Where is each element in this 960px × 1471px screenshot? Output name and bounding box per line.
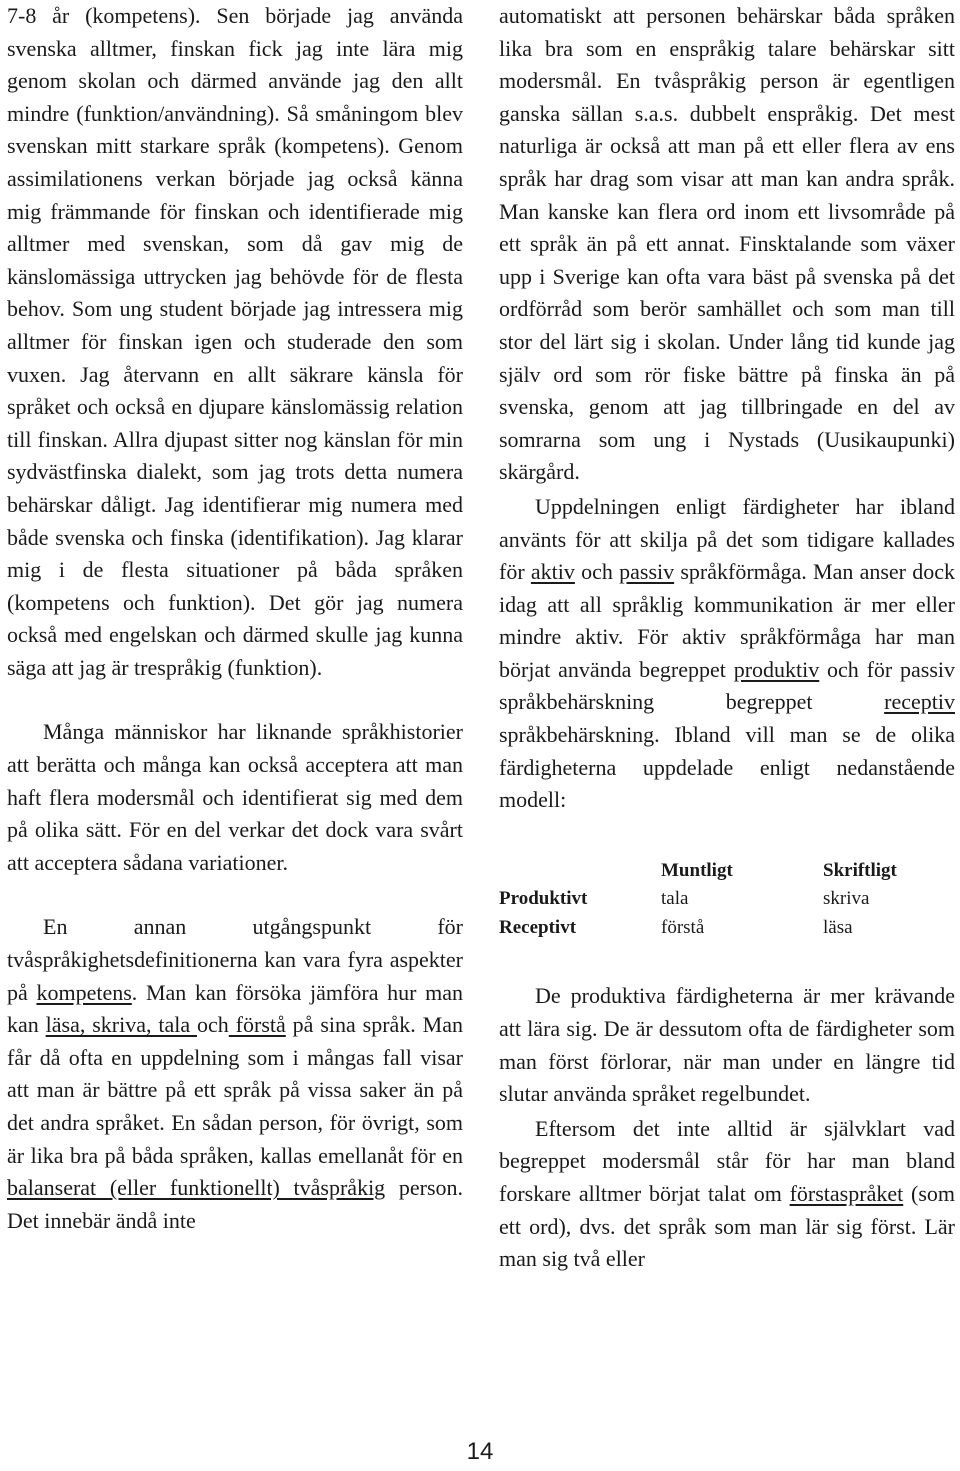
table-cell: förstå	[661, 916, 705, 938]
text-span: Uppdelningen enligt färdigheter har ibland använts för att skilja på det som tidigare kallades för	[499, 493, 955, 585]
table-row	[499, 885, 955, 914]
table-header-cell: Muntligt	[661, 859, 733, 881]
table-row-label: Receptivt	[499, 916, 577, 938]
table-cell: skriva	[823, 888, 870, 910]
underlined-term-kompetens: kompetens	[36, 979, 132, 1005]
underlined-term-forsta: förstå	[228, 1012, 286, 1038]
table-header-cell	[499, 857, 661, 886]
table-cell: tala	[661, 888, 689, 910]
underlined-term-produktiv: produktiv	[733, 656, 820, 682]
paragraph-competence-aspects	[7, 911, 463, 1237]
table-header-row	[499, 857, 955, 886]
paragraph-active-passive	[499, 491, 955, 817]
paragraph-language-history: 7-8 år (kompetens). Sen började jag använda svenska alltmer, finskan fick jag inte lära mig genom skolan och därmed använde jag den allt mindre (funktion/användning). Så småningom blev svenskan mitt starkare språk (kompetens). Genom assimilationens verkan började jag också känna mig främmande för finskan och identifierade mig alltmer med svenskan, som då gav mig de känslomässiga uttrycken jag behövde för de flesta behov. Som ung student började jag intressera mig alltmer för finskan igen och studerade den som vuxen. Jag återvann en allt säkrare känsla för språket och också en djupare känslomässig relation till finskan. Allra djupast sitter nog känslan för min sydvästfinska dialekt, som jag trots detta numera behärskar dåligt. Jag identifierar mig numera med både svenska och finska (identifikation). Jag klarar mig i de flesta situationer på båda språken (kompetens och funktion). Det gör jag numera också med engelskan och därmed skulle jag kunna säga att jag är trespråkig (funktion).	[7, 3, 463, 680]
paragraph-bilingual-mastery: automatiskt att personen behärskar båda språken lika bra som en enspråkig talare behärskar sitt modersmål. En tvåspråkig person är egentligen ganska sällan s.a.s. dubbelt enspråkig. Det mest naturliga är också att man på ett eller flera av ens språk har drag som visar att man kan andra språk. Man kanske kan flera ord inom ett livsområde på ett språk än på ett annat. Finsktalande som växer upp i Sverige kan ofta vara bäst på svenska på det ordförråd som berör samhället och som man till stor del lärt sig i skolan. Under lång tid kunde jag själv ord som rör fiske bättre på finska än på svenska, genom att jag tillbringade en del av somrarna som ung i Nystads (Uusikaupunki) skärgård.	[499, 3, 955, 485]
underlined-term-skills: läsa, skriva, tala	[45, 1012, 198, 1038]
right-column	[499, 0, 955, 1276]
text-span: och för passiv språkbehärskning begreppet	[499, 656, 956, 715]
page-number: 14	[466, 1438, 494, 1465]
text-span: En annan utgångspunkt för tvåspråkighetsdefinitionerna kan vara fyra aspekter på	[7, 914, 463, 1005]
left-column	[7, 0, 463, 1237]
paragraph-productive-skills: De produktiva färdigheterna är mer krävande att lära sig. De är dessutom ofta de färdigheter som man först förlorar, när man under en längre tid slutar använda språket regelbundet.	[499, 983, 955, 1107]
underlined-term-forstaspraket: förstaspråket	[789, 1180, 904, 1206]
skills-matrix-table	[499, 857, 955, 943]
table-header-cell: Skriftligt	[823, 859, 897, 881]
text-span: och	[574, 559, 620, 585]
text-span: person. Det innebär ändå inte	[7, 1175, 463, 1233]
text-span: språkbehärskning. Ibland vill man se de olika färdigheterna uppdelade enligt nedanstående modell:	[499, 722, 955, 813]
underlined-term-aktiv: aktiv	[530, 559, 575, 585]
text-span: på sina språk. Man får då ofta en uppdelning som i mångas fall visar att man är bättre på ett språk på vissa saker än på det andra språket. En sådan person, för övrigt, som är lika bra på båda språken, kallas emellanåt för en	[7, 1012, 463, 1168]
text-span: (som ett ord), dvs. det språk som man lär sig först. Lär man sig två eller	[499, 1180, 956, 1272]
text-span: Eftersom det inte alltid är självklart vad begreppet modersmål står för har man bland forskare alltmer börjat talat om	[499, 1115, 955, 1206]
table-row-label: Produktivt	[499, 888, 588, 910]
text-span: . Man kan försöka jämföra hur man kan	[7, 979, 464, 1038]
underlined-term-balanced-bilingual: balanserat (eller funktionellt) tvåspråkig	[7, 1175, 386, 1201]
text-span: språkförmåga. Man anser dock idag att all språklig kommunikation är mer eller mindre aktiv. För aktiv språkförmåga har man börjat använda begreppet	[499, 559, 955, 682]
underlined-term-passiv: passiv	[619, 559, 675, 585]
table-cell: läsa	[823, 916, 853, 938]
text-span: och	[197, 1012, 229, 1038]
paragraph-first-language	[499, 1113, 955, 1276]
paragraph-language-stories: Många människor har liknande språkhistorier att berätta och många kan också acceptera att man haft flera modersmål och identifierat sig med dem på olika sätt. För en del verkar det dock vara svårt att acceptera sådana variationer.	[7, 719, 463, 875]
table-row	[499, 914, 955, 943]
underlined-term-receptiv: receptiv	[884, 689, 955, 715]
